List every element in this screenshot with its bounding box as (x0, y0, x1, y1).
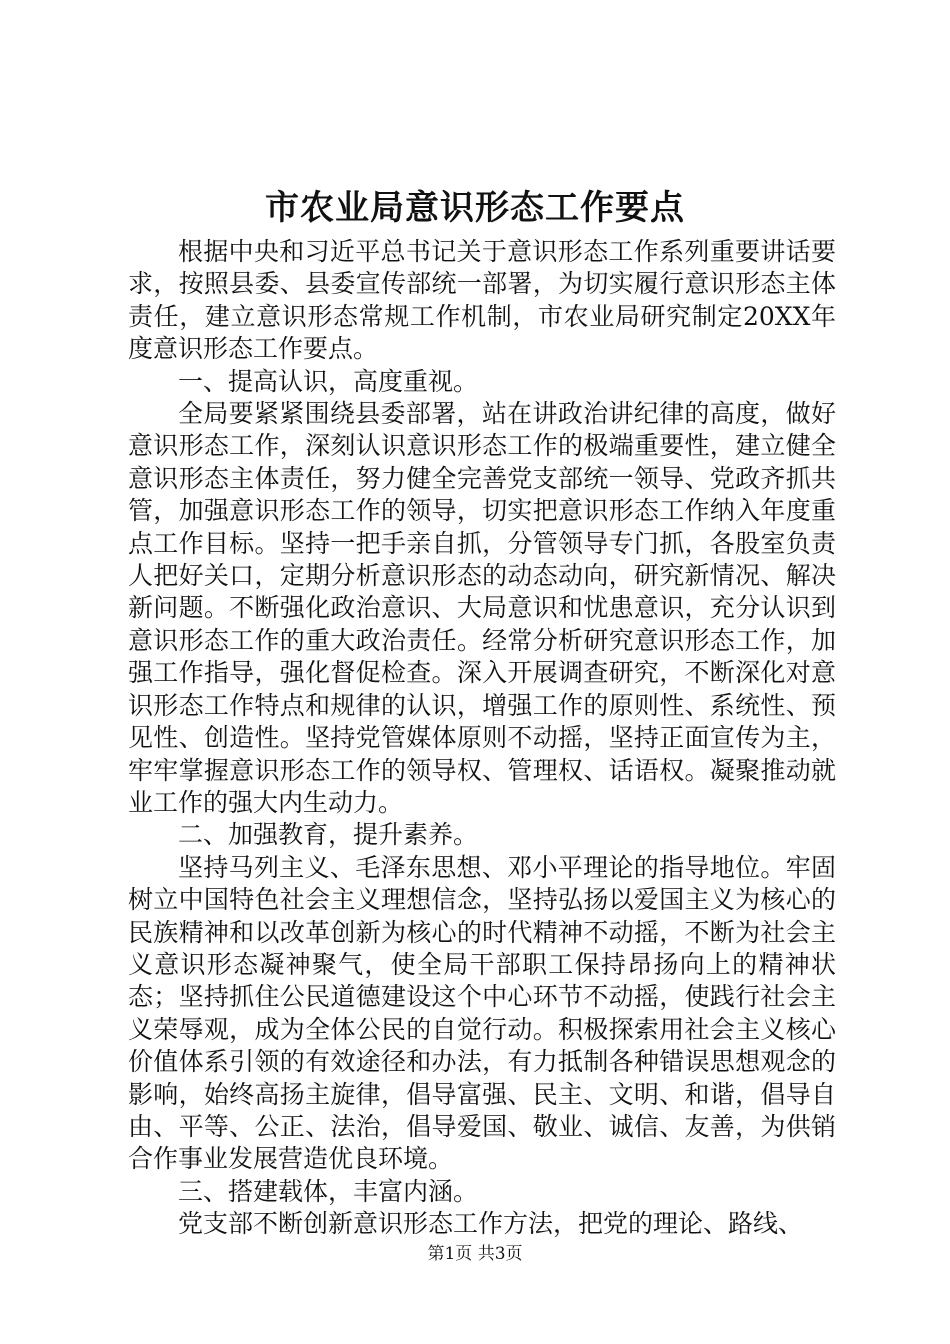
section-heading-3: 三、搭建载体，丰富内涵。 (178, 1176, 479, 1206)
document-body (128, 236, 836, 1241)
intro-paragraph: 根据中央和习近平总书记关于意识形态工作系列重要讲话要求，按照县委、县委宣传部统一部署，为切实履行意识形态主体责任，建立意识形态常规工作机制，市农业局研究制定20XX年度意识形态工作要点。 (128, 237, 836, 364)
section-paragraph-1: 全局要紧紧围绕县委部署，站在讲政治讲纪律的高度，做好意识形态工作，深刻认识意识形态工作的极端重要性，建立健全意识形态主体责任，努力健全完善党支部统一领导、党政齐抓共管，加强意识形态工作的领导，切实把意识形态工作纳入年度重点工作目标。坚持一把手亲自抓，分管领导专门抓，各股室负责人把好关口，定期分析意识形态的动态动向，研究新情况、解决新问题。不断强化政治意识、大局意识和忧患意识，充分认识到意识形态工作的重大政治责任。经常分析研究意识形态工作，加强工作指导，强化督促检查。深入开展调查研究，不断深化对意识形态工作特点和规律的认识，增强工作的原则性、系统性、预见性、创造性。坚持党管媒体原则不动摇，坚持正面宣传为主，牢牢掌握意识形态工作的领导权、管理权、话语权。凝聚推动就业工作的强大内生动力。 (128, 399, 836, 817)
section-paragraph-3: 党支部不断创新意识形态工作方法，把党的理论、路线、 (178, 1209, 804, 1239)
section-heading-1: 一、提高认识，高度重视。 (178, 366, 479, 396)
document-title: 市农业局意识形态工作要点 (265, 188, 685, 228)
page-number-footer: 第1页 共3页 (427, 1244, 523, 1264)
section-paragraph-2: 坚持马列主义、毛泽东思想、邓小平理论的指导地位。牢固树立中国特色社会主义理想信念，坚持弘扬以爱国主义为核心的民族精神和以改革创新为核心的时代精神不动摇，不断为社会主义意识形态凝神聚气，使全局干部职工保持昂扬向上的精神状态；坚持抓住公民道德建设这个中心环节不动摇，使践行社会主义荣辱观，成为全体公民的自觉行动。积极探索用社会主义核心价值体系引领的有效途径和办法，有力抵制各种错误思想观念的影响，始终高扬主旋律，倡导富强、民主、文明、和谐，倡导自由、平等、公正、法治，倡导爱国、敬业、诚信、友善，为供销合作事业发展营造优良环境。 (128, 852, 836, 1174)
section-heading-2: 二、加强教育，提升素养。 (178, 820, 479, 850)
